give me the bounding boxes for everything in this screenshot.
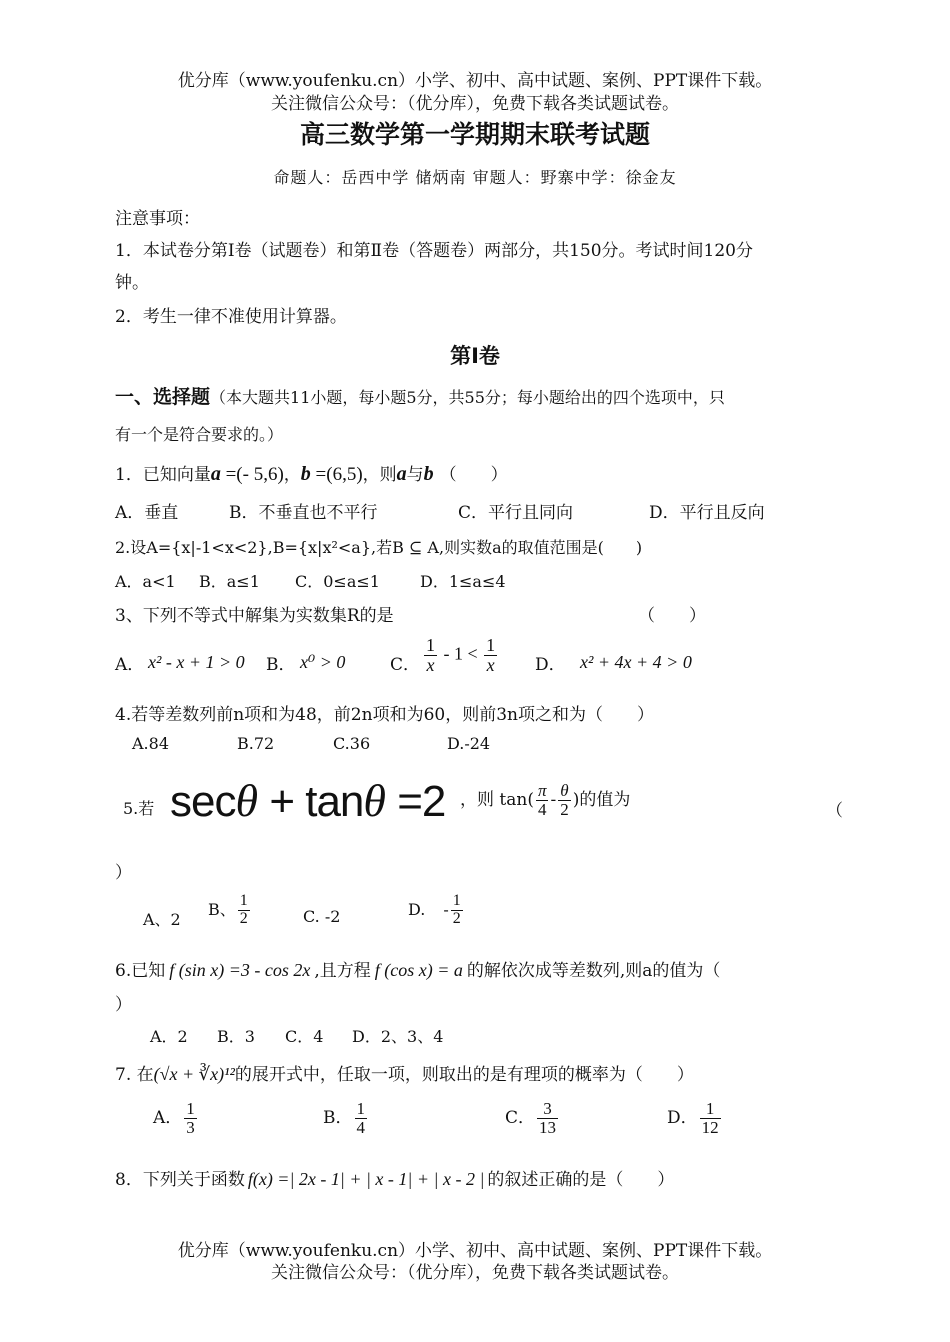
q6-option-c: C．4 — [285, 1027, 324, 1046]
q2-option-b: B．a≤1 — [199, 572, 260, 591]
q5-d-label: D. — [408, 899, 426, 919]
q7-d-den: 12 — [701, 1117, 719, 1137]
q7-tail: 的展开式中，任取一项，则取出的是有理项的概率为（ ） — [234, 1065, 694, 1085]
q3-option-d-label: D． — [535, 655, 566, 675]
q2-option-a: A．a<1 — [115, 572, 176, 591]
q5-expression — [460, 782, 630, 819]
q3-c-den-2: x — [486, 654, 495, 675]
note-item-1-cont: 钟。 — [115, 273, 149, 293]
q3-answer-paren: （ ） — [638, 606, 706, 626]
q7-d-label: D． — [667, 1107, 698, 1128]
q6-option-b: B．3 — [217, 1027, 255, 1046]
q5-b-label: B、 — [208, 899, 236, 919]
q5-equals: =2 — [386, 777, 446, 826]
q6-f1: f (sin x) =3 - cos 2x — [169, 960, 311, 980]
q3-c-frac-1 — [424, 636, 437, 675]
question-1 — [115, 460, 508, 486]
question-6 — [115, 956, 720, 981]
q7-a-frac — [184, 1100, 197, 1137]
q5-theta-2: θ — [363, 775, 387, 826]
q7-c-num: 3 — [537, 1100, 558, 1119]
notes-heading: 注意事项： — [115, 209, 200, 229]
note-item-2: 2．考生一律不准使用计算器。 — [115, 307, 347, 327]
q5-prefix: 5.若 — [123, 799, 155, 818]
q1-and: 与 — [406, 465, 424, 485]
q5-pi: π — [537, 781, 547, 800]
q7-b-label: B． — [323, 1107, 353, 1128]
q5-d-num: 1 — [452, 892, 461, 909]
question-8 — [115, 1165, 674, 1190]
q5-option-c: C. -2 — [303, 907, 341, 926]
q5-paren-open: （ — [826, 801, 843, 821]
q1-vector-b-2: b — [423, 463, 434, 485]
q1-vector-a: a — [210, 463, 221, 485]
q5-option-d — [408, 893, 465, 928]
q4-option-a: A.84 — [132, 734, 169, 753]
q7-c-frac — [537, 1100, 558, 1137]
q7-prefix: 7. 在 — [115, 1065, 154, 1085]
q6-f2: f (cos x) = a — [374, 960, 463, 980]
q5-d-sign: - — [443, 899, 449, 919]
q5-b-num: 1 — [239, 892, 248, 909]
q3-c-num-1: 1 — [426, 635, 435, 655]
q7-a-num: 1 — [186, 1099, 195, 1118]
q7-b-frac — [355, 1100, 368, 1137]
q1-a-value: =(- 5,6) — [220, 464, 284, 485]
q3-c-frac-2 — [484, 636, 497, 675]
section-1-desc: （本大题共11小题，每小题5分，共55分；每小题给出的四个选项中，只 — [210, 388, 725, 407]
q3-option-c — [422, 636, 499, 675]
q5-plus-tan: + tan — [258, 777, 364, 826]
footer-line-1: 优分库（www.youfenku.cn）小学、初中、高中试题、案例、PPT课件下载。 — [177, 1241, 773, 1261]
q6-option-d: D．2、3、4 — [352, 1027, 444, 1046]
q5-minus: - — [550, 789, 557, 810]
q5-close: ) — [572, 789, 580, 810]
q7-option-a — [153, 1100, 199, 1137]
q1-comma: ， — [283, 465, 301, 485]
q7-c-label: C． — [505, 1107, 536, 1128]
q5-sec: sec — [170, 777, 236, 826]
q7-option-b — [323, 1100, 369, 1137]
q1-vector-b: b — [300, 463, 311, 485]
q7-b-num: 1 — [356, 1099, 365, 1118]
q5-tail: 的值为 — [579, 789, 631, 810]
q1-then: ，则 — [362, 465, 397, 485]
q3-option-d: x² + 4x + 4 > 0 — [580, 652, 692, 672]
question-7 — [115, 1060, 694, 1085]
q6-mid: ,且方程 — [314, 961, 371, 981]
q3-c-den-1: x — [426, 654, 435, 675]
q1-option-b: B．不垂直也不平行 — [229, 503, 378, 523]
question-4: 4.若等差数列前n项和为48，前2n项和为60，则前3n项之和为（ ） — [115, 705, 654, 725]
q7-option-c — [505, 1100, 560, 1137]
note-item-1: 1．本试卷分第Ⅰ卷（试题卷）和第Ⅱ卷（答题卷）两部分，共150分。考试时间120分 — [115, 241, 753, 261]
q3-option-b-label: B． — [266, 655, 296, 675]
q6-tail: 的解依次成等差数列,则a的值为（ — [466, 961, 721, 981]
header-line-1: 优分库（www.youfenku.cn）小学、初中、高中试题、案例、PPT课件下载。 — [177, 71, 773, 91]
q3-option-b: x⁰ > 0 — [300, 652, 346, 672]
q7-b-den: 4 — [356, 1117, 365, 1137]
q8-prefix: 8．下列关于函数 — [115, 1170, 245, 1190]
q6-option-a: A．2 — [150, 1027, 188, 1046]
q5-option-b — [208, 893, 252, 928]
q3-option-a: x² - x + 1 > 0 — [148, 652, 245, 672]
q7-option-d — [667, 1100, 723, 1137]
q5-equation — [170, 774, 445, 827]
page-title: 高三数学第一学期期末联考试题 — [299, 120, 650, 149]
q5-then: ，则 tan( — [460, 789, 534, 810]
q1-answer-paren: （ ） — [439, 465, 508, 485]
q5-four: 4 — [537, 799, 547, 819]
q6-paren-close: ） — [115, 995, 132, 1015]
q3-option-a-label: A． — [115, 655, 145, 675]
q4-option-c: C.36 — [333, 734, 371, 753]
section-1-desc-cont: 有一个是符合要求的。） — [115, 425, 284, 444]
q2-option-c: C．0≤a≤1 — [295, 572, 380, 591]
q7-d-frac — [700, 1100, 721, 1137]
q3-c-num-2: 1 — [486, 635, 496, 655]
q1-vector-a-2: a — [396, 463, 407, 485]
q4-option-d: D.-24 — [447, 734, 491, 753]
question-2: 2.设A={x|-1<x<2},B={x|x²<a},若B ⊆ A,则实数a的取值范围是( ) — [115, 538, 643, 557]
q7-expression: (√x + ∛x)¹² — [153, 1064, 235, 1084]
question-3: 3、下列不等式中解集为实数集R的是 — [115, 606, 394, 626]
header-line-2: 关注微信公众号：（优分库），免费下载各类试题试卷。 — [271, 94, 679, 114]
q5-frac-pi — [536, 782, 549, 819]
q5-d-frac — [451, 893, 463, 928]
q1-option-c: C．平行且同向 — [458, 503, 574, 523]
q1-b-value: =(6,5) — [310, 464, 363, 485]
q7-a-den: 3 — [186, 1117, 195, 1137]
q2-option-d: D．1≤a≤4 — [420, 572, 506, 591]
q3-c-mid: - 1 < — [443, 643, 478, 664]
authors-line: 命题人：岳西中学 储炳南 审题人：野寨中学：徐金友 — [273, 168, 677, 187]
q5-paren-close: ） — [115, 863, 132, 883]
q1-prefix: 1．已知向量 — [115, 465, 211, 485]
q7-d-num: 1 — [700, 1100, 721, 1119]
q8-tail: 的叙述正确的是（ ） — [487, 1170, 675, 1190]
q3-option-c-label: C． — [390, 655, 421, 675]
volume-heading: 第Ⅰ卷 — [450, 344, 500, 368]
q7-c-den: 13 — [539, 1117, 557, 1137]
q5-two: 2 — [560, 799, 569, 819]
q5-theta: θ — [235, 775, 259, 826]
q1-option-d: D．平行且反向 — [649, 503, 765, 523]
q4-option-b: B.72 — [237, 734, 275, 753]
q7-a-label: A． — [153, 1107, 183, 1128]
q5-frac-theta — [558, 782, 571, 819]
q5-th: θ — [558, 782, 571, 801]
section-1-intro — [115, 382, 725, 409]
footer-line-2: 关注微信公众号：（优分库），免费下载各类试题试卷。 — [271, 1263, 679, 1283]
section-1-heading: 一、选择题 — [115, 386, 211, 408]
q5-b-frac — [238, 893, 250, 928]
q6-prefix: 6.已知 — [115, 961, 166, 981]
q5-d-den: 2 — [452, 909, 461, 927]
q8-expression: f(x) =| 2x - 1| + | x - 1| + | x - 2 | — [247, 1169, 485, 1189]
q1-option-a: A．垂直 — [115, 503, 179, 523]
q5-b-den: 2 — [239, 909, 248, 927]
q5-option-a: A、2 — [143, 910, 181, 929]
